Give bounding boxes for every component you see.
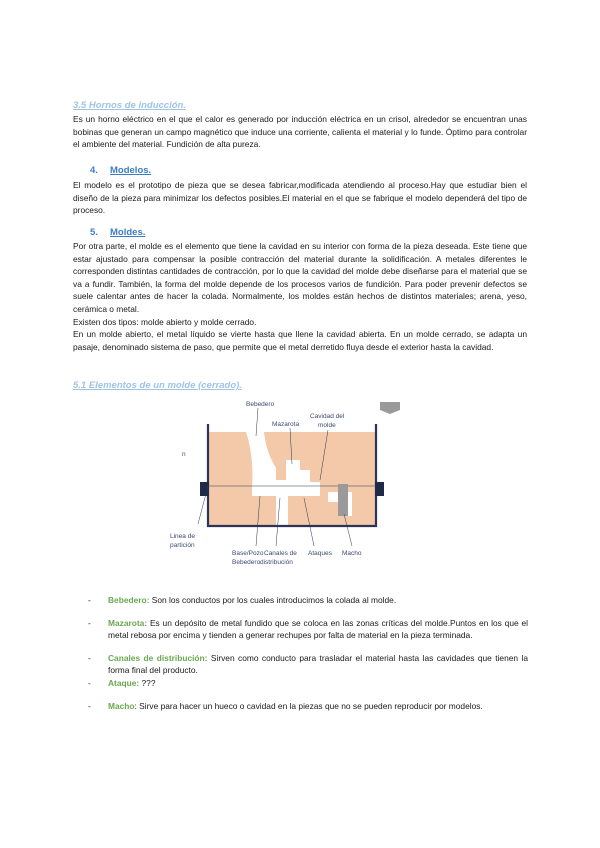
paragraph: Existen dos tipos: molde abierto y molde cerrado. (73, 316, 257, 327)
list-dash: - (88, 652, 91, 663)
term-macho: Macho (108, 700, 135, 711)
definition-canales: Sirven como conducto para trasladar el material hasta las cavidades que tienen la forma final del producto. (108, 652, 528, 676)
list-dash: - (88, 595, 91, 605)
label-canales-2: distribución (260, 559, 293, 566)
definition-bebedero: Son los conductos por los cuales introducimos la colada al molde. (149, 595, 397, 605)
section-5-title: Moldes. (110, 227, 146, 238)
mold-sand (208, 432, 376, 526)
label-macho: Macho (342, 550, 362, 557)
list-item (88, 652, 528, 677)
section-3-5-body (73, 113, 527, 151)
label-n: n (182, 451, 186, 458)
label-cavidad-2: molde (318, 422, 336, 429)
paragraph: En un molde abierto, el metal líquido se vierte hasta que llene la cavidad abierta. En un molde cerrado, se adapta un pasaje, denominado sistema de paso, que permite que el metal derretido fluya desde el exterior hasta la cavidad. (73, 329, 527, 352)
label-linea-2: partición (170, 542, 195, 549)
right-pin (375, 482, 384, 496)
left-pin (200, 482, 209, 496)
elements-list (88, 594, 528, 712)
section-5-body (73, 240, 527, 353)
list-dash: - (88, 617, 91, 628)
label-mazarota: Mazarota (272, 421, 300, 428)
mold-diagram-svg (168, 396, 408, 572)
term-bebedero: Bebedero: (108, 595, 150, 605)
section-4-title: Modelos. (110, 165, 152, 176)
label-linea-1: Linea de (170, 533, 195, 540)
label-bebedero: Bebedero (246, 401, 275, 408)
section-4-number: 4. (90, 165, 98, 176)
section-3-5-title: 3.5 Hornos de inducción. (73, 100, 186, 111)
definition-macho: : Sirve para hacer un hueco o cavidad en la piezas que no se pueden reproducir por modelos. (134, 700, 483, 711)
section-5-1-title: 5.1 Elementos de un molde (cerrado). (73, 380, 242, 391)
list-item (88, 700, 528, 713)
label-ataques: Ataques (308, 550, 332, 557)
label-canales-1: Canales de (264, 550, 297, 557)
section-4-body (73, 179, 527, 217)
paragraph: Por otra parte, el molde es el elemento que tiene la cavidad en su interior con forma de la pieza deseada. Este tiene que estar ajustado para compensar la posible contracción del material durante la solidificación. A metales diferentes le corresponden distintas cantidades de contracción, por lo que la cavidad del molde debe diseñarse para el material que se va a fundir. También, la forma del molde depende de los procesos varios de fundición. Para poder prevenir defectos se suele calentar antes de hacer la colada. Normalmente, los moldes están hechos de distintos materiales; arena, yeso, cerámica o metal. (73, 241, 527, 314)
definition-mazarota: Es un depósito de metal fundido que se coloca en las zonas críticas del molde.Puntos en los que el metal rebosa por encima y tienden a generar rechupes por falta de material en la pieza terminada. (108, 617, 528, 641)
mold-diagram (168, 396, 408, 572)
term-canales: Canales de distribución: (108, 652, 208, 663)
definition-ataque: ??? (139, 677, 156, 688)
paragraph: Es un horno eléctrico en el que el calor es generado por inducción eléctrica en un crisol, alrededor se encuentran unas bobinas que generan un campo magnético que induce una corriente, calienta el material y lo funde. Óptimo para controlar el ambiente del material. Fundición de alta pureza. (73, 114, 527, 150)
section-5-number: 5. (90, 227, 98, 238)
list-item (88, 617, 528, 642)
core (338, 484, 348, 516)
section-4-heading (90, 165, 151, 176)
section-5-heading (90, 227, 145, 238)
label-base-2: Bebedero (232, 559, 261, 566)
list-item (88, 594, 528, 607)
list-dash: - (88, 700, 91, 711)
label-cavidad-1: Cavidad del (310, 413, 345, 420)
label-base-1: Base/Pozo (232, 550, 264, 557)
term-ataque: Ataque: (108, 677, 140, 688)
top-bracket (380, 402, 400, 414)
list-dash: - (88, 677, 91, 688)
paragraph: El modelo es el prototipo de pieza que se desea fabricar,modificada atendiendo al proceso.Hay que estudiar bien el diseño de la pieza para minimizar los defectos posibles.El material en el que se fabrique el modelo dependerá del tipo de proceso. (73, 180, 527, 216)
term-mazarota: Mazarota: (108, 617, 148, 628)
list-item (88, 677, 528, 690)
